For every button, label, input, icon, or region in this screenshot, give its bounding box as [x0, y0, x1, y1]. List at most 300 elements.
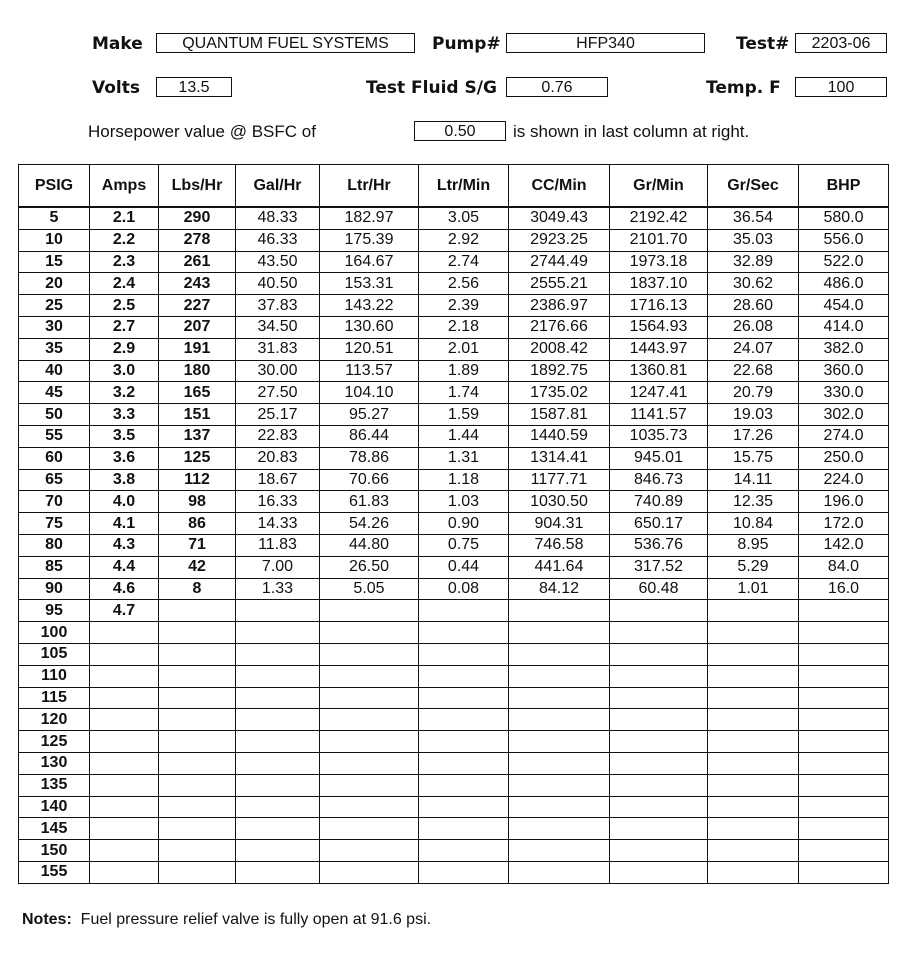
table-cell [509, 643, 610, 665]
table-cell [799, 840, 889, 862]
table-cell: 0.75 [419, 534, 509, 556]
table-cell: 4.6 [90, 578, 159, 600]
table-cell: 4.3 [90, 534, 159, 556]
horsepower-prefix: Horsepower value @ BSFC of [88, 122, 316, 141]
table-cell: 145 [19, 818, 90, 840]
table-cell [159, 665, 236, 687]
table-cell: 15 [19, 251, 90, 273]
table-cell [236, 622, 320, 644]
table-cell [90, 840, 159, 862]
table-cell: 70.66 [320, 469, 419, 491]
temp-label: Temp. F [706, 78, 781, 98]
table-row [19, 774, 889, 796]
table-cell [320, 796, 419, 818]
table-cell: 1.74 [419, 382, 509, 404]
table-cell: 191 [159, 338, 236, 360]
table-cell: 61.83 [320, 491, 419, 513]
table-cell [236, 665, 320, 687]
table-cell: 78.86 [320, 447, 419, 469]
table-cell: 48.33 [236, 207, 320, 229]
table-cell [799, 665, 889, 687]
table-cell: 125 [159, 447, 236, 469]
table-cell: 290 [159, 207, 236, 229]
table-cell: 182.97 [320, 207, 419, 229]
table-cell: 2.3 [90, 251, 159, 273]
make-label: Make [92, 34, 143, 54]
table-cell: 28.60 [708, 295, 799, 317]
table-cell [236, 643, 320, 665]
table-cell: 1587.81 [509, 404, 610, 426]
table-cell: 10 [19, 229, 90, 251]
table-cell [419, 709, 509, 731]
table-cell: 1892.75 [509, 360, 610, 382]
table-cell: 80 [19, 534, 90, 556]
table-cell [509, 861, 610, 883]
table-cell: 25.17 [236, 404, 320, 426]
table-cell: 224.0 [799, 469, 889, 491]
table-cell [320, 687, 419, 709]
table-cell [610, 622, 708, 644]
table-cell: 3.05 [419, 207, 509, 229]
table-cell: 86 [159, 513, 236, 535]
table-cell: 196.0 [799, 491, 889, 513]
table-cell: 3.3 [90, 404, 159, 426]
table-cell [236, 687, 320, 709]
table-cell: 175.39 [320, 229, 419, 251]
table-row [19, 447, 889, 469]
table-row [19, 295, 889, 317]
table-cell [90, 687, 159, 709]
table-cell: 30 [19, 316, 90, 338]
table-cell: 16.33 [236, 491, 320, 513]
column-header: Gr/Sec [708, 165, 799, 208]
table-cell: 3.8 [90, 469, 159, 491]
table-cell: 143.22 [320, 295, 419, 317]
table-cell [708, 622, 799, 644]
table-row [19, 796, 889, 818]
table-cell [799, 731, 889, 753]
test-fluid-label: Test Fluid S/G [366, 78, 497, 98]
table-cell: 1973.18 [610, 251, 708, 273]
table-cell [610, 818, 708, 840]
table-cell: 1177.71 [509, 469, 610, 491]
table-cell [610, 643, 708, 665]
table-cell [236, 861, 320, 883]
table-cell: 1035.73 [610, 425, 708, 447]
table-cell: 20.79 [708, 382, 799, 404]
table-cell [509, 752, 610, 774]
table-cell [708, 752, 799, 774]
table-cell: 22.68 [708, 360, 799, 382]
table-row [19, 600, 889, 622]
table-cell [159, 774, 236, 796]
table-cell: 1030.50 [509, 491, 610, 513]
table-cell: 227 [159, 295, 236, 317]
table-cell: 54.26 [320, 513, 419, 535]
table-cell: 20.83 [236, 447, 320, 469]
table-cell: 142.0 [799, 534, 889, 556]
table-cell [90, 731, 159, 753]
table-cell: 2008.42 [509, 338, 610, 360]
table-cell: 2.56 [419, 273, 509, 295]
table-cell: 274.0 [799, 425, 889, 447]
table-cell [799, 687, 889, 709]
table-cell: 22.83 [236, 425, 320, 447]
table-row [19, 818, 889, 840]
table-cell [799, 752, 889, 774]
table-cell: 42 [159, 556, 236, 578]
table-cell: 46.33 [236, 229, 320, 251]
table-row [19, 622, 889, 644]
table-cell: 2192.42 [610, 207, 708, 229]
table-cell: 120 [19, 709, 90, 731]
table-cell: 441.64 [509, 556, 610, 578]
table-cell: 904.31 [509, 513, 610, 535]
table-cell [236, 818, 320, 840]
table-cell: 164.67 [320, 251, 419, 273]
table-cell: 137 [159, 425, 236, 447]
table-cell [509, 709, 610, 731]
table-cell [90, 861, 159, 883]
table-cell [159, 622, 236, 644]
table-cell: 536.76 [610, 534, 708, 556]
table-cell [509, 774, 610, 796]
table-row [19, 643, 889, 665]
bsfc-field[interactable]: 0.50 [414, 121, 506, 141]
table-cell [610, 796, 708, 818]
table-cell: 1.44 [419, 425, 509, 447]
table-cell: 2555.21 [509, 273, 610, 295]
table-cell: 150 [19, 840, 90, 862]
table-cell [90, 774, 159, 796]
table-cell: 44.80 [320, 534, 419, 556]
table-cell: 155 [19, 861, 90, 883]
table-row [19, 731, 889, 753]
table-cell: 8 [159, 578, 236, 600]
table-cell [90, 643, 159, 665]
notes-text: Fuel pressure relief valve is fully open at 91.6 psi. [80, 911, 432, 928]
table-cell [320, 774, 419, 796]
table-cell [90, 752, 159, 774]
table-cell: 317.52 [610, 556, 708, 578]
table-cell [509, 796, 610, 818]
table-cell [236, 840, 320, 862]
column-header: BHP [799, 165, 889, 208]
table-cell: 1.89 [419, 360, 509, 382]
table-cell: 556.0 [799, 229, 889, 251]
table-cell: 30.00 [236, 360, 320, 382]
table-row [19, 513, 889, 535]
table-cell: 19.03 [708, 404, 799, 426]
table-cell: 86.44 [320, 425, 419, 447]
table-cell: 105 [19, 643, 90, 665]
table-cell: 302.0 [799, 404, 889, 426]
table-cell: 1443.97 [610, 338, 708, 360]
table-cell: 2.18 [419, 316, 509, 338]
table-cell [799, 622, 889, 644]
table-row [19, 687, 889, 709]
table-cell [159, 709, 236, 731]
table-cell [419, 752, 509, 774]
table-cell: 1360.81 [610, 360, 708, 382]
table-cell [419, 796, 509, 818]
table-cell [610, 709, 708, 731]
make-field[interactable]: QUANTUM FUEL SYSTEMS [156, 33, 415, 53]
table-cell: 95 [19, 600, 90, 622]
table-cell: 0.08 [419, 578, 509, 600]
table-cell: 130 [19, 752, 90, 774]
table-cell [610, 600, 708, 622]
notes-label: Notes: [22, 911, 72, 928]
table-cell [610, 840, 708, 862]
column-header: Gal/Hr [236, 165, 320, 208]
table-cell: 113.57 [320, 360, 419, 382]
table-cell: 4.1 [90, 513, 159, 535]
table-cell: 454.0 [799, 295, 889, 317]
table-cell [799, 774, 889, 796]
table-cell: 71 [159, 534, 236, 556]
table-cell: 1.33 [236, 578, 320, 600]
table-cell: 650.17 [610, 513, 708, 535]
table-cell: 30.62 [708, 273, 799, 295]
table-cell: 2.39 [419, 295, 509, 317]
table-cell: 98 [159, 491, 236, 513]
table-cell: 75 [19, 513, 90, 535]
table-cell: 2.4 [90, 273, 159, 295]
table-cell [320, 861, 419, 883]
table-cell [509, 840, 610, 862]
table-cell: 2.92 [419, 229, 509, 251]
table-cell: 60.48 [610, 578, 708, 600]
table-cell [320, 818, 419, 840]
table-cell: 2923.25 [509, 229, 610, 251]
table-row [19, 338, 889, 360]
table-cell [419, 600, 509, 622]
table-cell: 382.0 [799, 338, 889, 360]
column-header: PSIG [19, 165, 90, 208]
table-cell: 84.0 [799, 556, 889, 578]
table-cell: 43.50 [236, 251, 320, 273]
table-cell: 95.27 [320, 404, 419, 426]
table-cell [159, 643, 236, 665]
table-cell: 17.26 [708, 425, 799, 447]
table-cell: 2.7 [90, 316, 159, 338]
table-cell: 3.0 [90, 360, 159, 382]
table-cell: 40 [19, 360, 90, 382]
table-cell [320, 731, 419, 753]
table-cell: 112 [159, 469, 236, 491]
table-cell: 11.83 [236, 534, 320, 556]
table-cell [509, 600, 610, 622]
table-cell: 37.83 [236, 295, 320, 317]
table-cell: 100 [19, 622, 90, 644]
table-cell [159, 796, 236, 818]
table-cell: 130.60 [320, 316, 419, 338]
table-cell: 522.0 [799, 251, 889, 273]
table-row [19, 425, 889, 447]
table-row [19, 665, 889, 687]
table-row [19, 207, 889, 229]
table-cell [708, 709, 799, 731]
table-cell [610, 774, 708, 796]
table-row [19, 709, 889, 731]
table-row [19, 404, 889, 426]
table-cell: 24.07 [708, 338, 799, 360]
table-cell [799, 861, 889, 883]
table-row [19, 316, 889, 338]
table-cell: 2744.49 [509, 251, 610, 273]
table-cell [509, 622, 610, 644]
table-cell: 5.29 [708, 556, 799, 578]
table-body [19, 207, 889, 883]
table-cell: 1440.59 [509, 425, 610, 447]
table-header-row [19, 165, 889, 208]
table-cell: 4.4 [90, 556, 159, 578]
table-cell: 25 [19, 295, 90, 317]
column-header: Ltr/Min [419, 165, 509, 208]
table-cell: 26.50 [320, 556, 419, 578]
table-cell: 2.9 [90, 338, 159, 360]
table-cell: 90 [19, 578, 90, 600]
table-cell [509, 818, 610, 840]
table-cell: 14.11 [708, 469, 799, 491]
table-cell: 26.08 [708, 316, 799, 338]
table-cell [419, 687, 509, 709]
table-cell [159, 600, 236, 622]
table-cell [236, 709, 320, 731]
table-cell [708, 774, 799, 796]
table-cell [90, 622, 159, 644]
table-cell [708, 643, 799, 665]
volts-field[interactable]: 13.5 [156, 77, 232, 97]
table-cell: 1141.57 [610, 404, 708, 426]
table-cell: 2176.66 [509, 316, 610, 338]
table-row [19, 469, 889, 491]
table-cell [708, 600, 799, 622]
table-cell: 35 [19, 338, 90, 360]
table-cell: 15.75 [708, 447, 799, 469]
table-cell: 4.0 [90, 491, 159, 513]
table-cell [236, 731, 320, 753]
table-cell [799, 818, 889, 840]
table-cell: 330.0 [799, 382, 889, 404]
table-cell: 27.50 [236, 382, 320, 404]
table-cell [708, 665, 799, 687]
pump-field[interactable]: HFP340 [506, 33, 705, 53]
table-cell [708, 687, 799, 709]
table-cell: 2101.70 [610, 229, 708, 251]
table-cell: 2.1 [90, 207, 159, 229]
table-cell [799, 709, 889, 731]
table-row [19, 251, 889, 273]
table-cell: 20 [19, 273, 90, 295]
table-cell [610, 752, 708, 774]
table-cell [90, 796, 159, 818]
table-cell: 1564.93 [610, 316, 708, 338]
table-cell [320, 665, 419, 687]
table-cell: 40.50 [236, 273, 320, 295]
table-cell: 70 [19, 491, 90, 513]
table-cell: 2.01 [419, 338, 509, 360]
table-row [19, 578, 889, 600]
table-cell [90, 709, 159, 731]
table-cell [509, 731, 610, 753]
column-header: Gr/Min [610, 165, 708, 208]
table-cell: 3049.43 [509, 207, 610, 229]
table-cell: 3.5 [90, 425, 159, 447]
table-cell: 3.6 [90, 447, 159, 469]
table-cell: 50 [19, 404, 90, 426]
table-cell: 172.0 [799, 513, 889, 535]
table-cell: 135 [19, 774, 90, 796]
table-cell: 2.2 [90, 229, 159, 251]
table-cell: 14.33 [236, 513, 320, 535]
table-cell [419, 818, 509, 840]
table-cell [610, 665, 708, 687]
table-cell [320, 752, 419, 774]
table-cell: 8.95 [708, 534, 799, 556]
table-cell: 115 [19, 687, 90, 709]
test-label: Test# [736, 34, 790, 54]
table-cell: 18.67 [236, 469, 320, 491]
table-cell [419, 840, 509, 862]
table-cell: 0.90 [419, 513, 509, 535]
table-cell [236, 774, 320, 796]
table-cell [159, 818, 236, 840]
table-cell: 45 [19, 382, 90, 404]
table-cell: 4.7 [90, 600, 159, 622]
table-cell: 165 [159, 382, 236, 404]
table-cell [419, 622, 509, 644]
table-cell: 0.44 [419, 556, 509, 578]
volts-label: Volts [92, 78, 140, 98]
table-cell: 10.84 [708, 513, 799, 535]
table-cell: 740.89 [610, 491, 708, 513]
table-row [19, 752, 889, 774]
table-cell: 1.18 [419, 469, 509, 491]
test-fluid-field[interactable]: 0.76 [506, 77, 608, 97]
table-cell [159, 731, 236, 753]
table-cell: 1716.13 [610, 295, 708, 317]
table-cell [159, 687, 236, 709]
table-cell: 250.0 [799, 447, 889, 469]
table-cell: 153.31 [320, 273, 419, 295]
temp-field[interactable]: 100 [795, 77, 887, 97]
table-cell: 278 [159, 229, 236, 251]
table-cell: 486.0 [799, 273, 889, 295]
table-cell [419, 861, 509, 883]
table-cell [236, 600, 320, 622]
table-cell: 243 [159, 273, 236, 295]
table-cell [159, 752, 236, 774]
table-cell: 12.35 [708, 491, 799, 513]
table-cell: 1837.10 [610, 273, 708, 295]
table-cell: 60 [19, 447, 90, 469]
table-cell [799, 643, 889, 665]
table-cell [320, 709, 419, 731]
table-cell [320, 643, 419, 665]
table-cell [509, 687, 610, 709]
table-cell [419, 731, 509, 753]
table-cell: 1.03 [419, 491, 509, 513]
table-cell: 140 [19, 796, 90, 818]
table-cell: 110 [19, 665, 90, 687]
table-row [19, 556, 889, 578]
test-field[interactable]: 2203-06 [795, 33, 887, 53]
table-cell [708, 818, 799, 840]
table-cell: 1.01 [708, 578, 799, 600]
table-cell: 945.01 [610, 447, 708, 469]
